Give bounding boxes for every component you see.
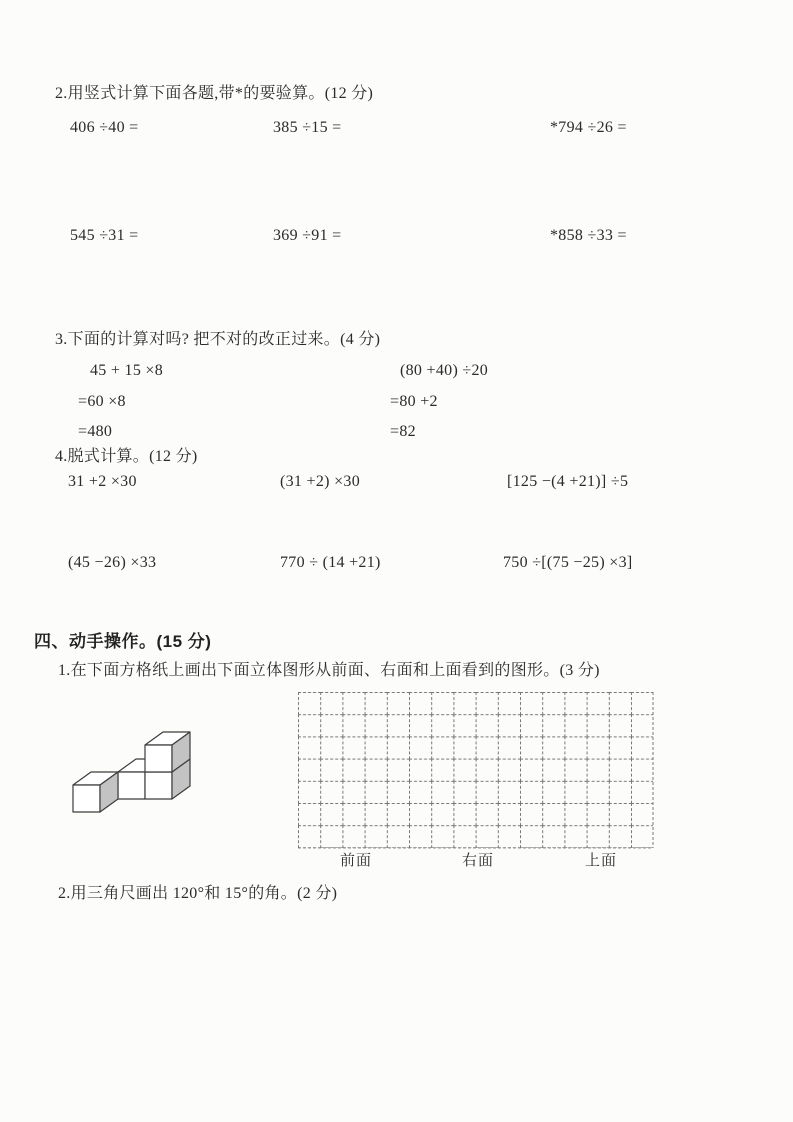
math-expression: =80 +2 (390, 393, 438, 410)
math-expression: (80 +40) ÷20 (400, 362, 489, 379)
dashed-grid (298, 692, 654, 849)
grid-label-right-view: 右面 (462, 853, 495, 869)
math-expression: =82 (390, 423, 416, 440)
grid-label-front-view: 前面 (340, 853, 373, 869)
math-expression: 770 ÷ (14 +21) (280, 554, 381, 571)
math-expression: 750 ÷[(75 −25) ×3] (503, 554, 633, 571)
section-4-heading: 四、动手操作。(15 分) (34, 632, 212, 651)
math-expression: 385 ÷15 = (273, 119, 342, 136)
grid-label-top-view: 上面 (585, 853, 618, 869)
math-expression: [125 −(4 +21)] ÷5 (507, 473, 629, 490)
section-4-item-1: 1.在下面方格纸上画出下面立体图形从前面、右面和上面看到的图形。(3 分) (58, 662, 600, 679)
math-expression: 369 ÷91 = (273, 227, 342, 244)
math-expression: (45 −26) ×33 (68, 554, 157, 571)
math-expression: (31 +2) ×30 (280, 473, 361, 490)
cube-stack-figure (70, 725, 195, 817)
question-4-heading: 4.脱式计算。(12 分) (55, 448, 198, 465)
math-expression: =480 (78, 423, 113, 440)
question-2-heading: 2.用竖式计算下面各题,带*的要验算。(12 分) (55, 85, 374, 102)
math-expression: 545 ÷31 = (70, 227, 139, 244)
math-expression: 31 +2 ×30 (68, 473, 137, 490)
math-expression: *858 ÷33 = (550, 227, 627, 244)
math-expression: =60 ×8 (78, 393, 126, 410)
math-expression: 45 + 15 ×8 (90, 362, 164, 379)
math-expression: *794 ÷26 = (550, 119, 627, 136)
question-3-heading: 3.下面的计算对吗? 把不对的改正过来。(4 分) (55, 331, 381, 348)
math-expression: 406 ÷40 = (70, 119, 139, 136)
section-4-item-2: 2.用三角尺画出 120°和 15°的角。(2 分) (58, 885, 338, 902)
